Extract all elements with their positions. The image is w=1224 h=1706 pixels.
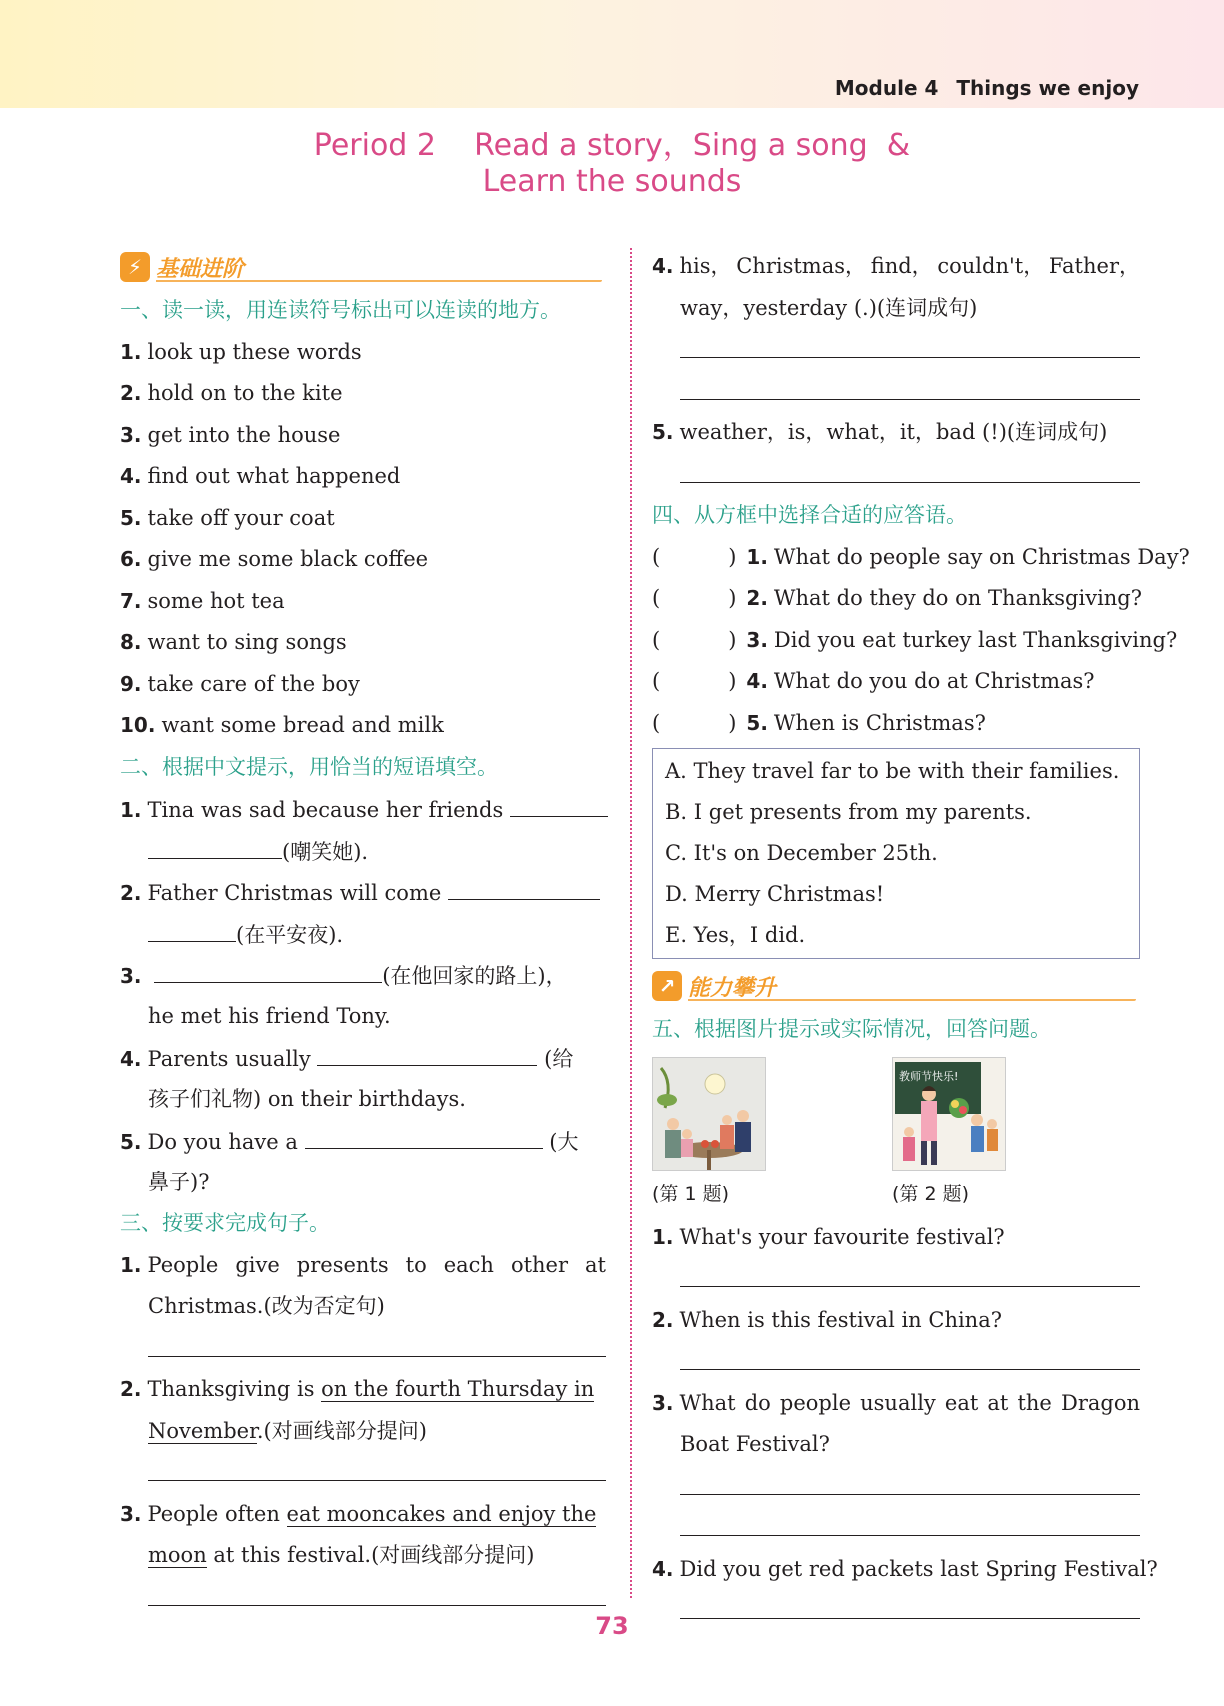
list-item xyxy=(120,664,606,706)
word: presents xyxy=(296,1252,389,1277)
s3-q4-line2: way，yesterday (.)(连词成句) xyxy=(680,295,978,320)
s2-q2-line1: 2. Father Christmas will come xyxy=(120,871,606,913)
item-phrase: take off your coat xyxy=(147,505,335,530)
answer-line[interactable] xyxy=(652,1341,1140,1383)
question-number: 1. xyxy=(746,544,768,569)
page-number: 73 xyxy=(595,1612,629,1640)
s3-q1-line1: 1. People give presents to each other at xyxy=(120,1245,606,1287)
paren-open: ( xyxy=(652,586,661,610)
module-title: Things we enjoy xyxy=(956,76,1139,100)
s3-q5-line1: 5. weather，is，what，it，bad (!)(连词成句) xyxy=(652,420,1108,444)
option-item: B. I get presents from my parents. xyxy=(665,800,1032,824)
answer-line[interactable] xyxy=(652,329,1140,371)
option-item: D. Merry Christmas! xyxy=(665,882,885,906)
list-item xyxy=(120,539,606,581)
section5-heading: 五、根据图片提示或实际情况，回答问题。 xyxy=(652,1017,1051,1041)
item-phrase: get into the house xyxy=(147,422,341,447)
question-text: Did you eat turkey last Thanksgiving? xyxy=(773,627,1178,652)
paren-close: ) xyxy=(728,627,737,652)
s2-q3-line1: 3. (在他回家的路上)， xyxy=(120,954,606,996)
s3-q4-line1: 4. his， Christmas， find， couldn't， Father， xyxy=(652,246,1140,288)
s2-q4-line2: 孩子们礼物) on their birthdays. xyxy=(148,1086,466,1111)
answer-line[interactable] xyxy=(652,454,1140,496)
paren-close: ) xyxy=(728,669,737,693)
answer-blank[interactable] xyxy=(510,788,608,817)
s2-q5-line2: 鼻子)? xyxy=(148,1169,210,1194)
banner-label: 基础进阶 xyxy=(156,257,245,282)
word: usually xyxy=(860,1390,936,1415)
item-number: 3. xyxy=(120,422,142,447)
s5-q4: 4. Did you get red packets last Spring Festival? xyxy=(652,1556,1158,1581)
answer-blank[interactable] xyxy=(148,913,236,942)
question-text: When is Christmas? xyxy=(773,710,986,735)
item-number: 5. xyxy=(120,505,142,530)
word: Father， xyxy=(1048,254,1140,278)
word: eat xyxy=(944,1390,979,1415)
question-text: What do people say on Christmas Day? xyxy=(773,544,1190,569)
s3-q1-words xyxy=(148,1245,606,1287)
question-number: 4. xyxy=(746,669,768,693)
s5-q2: 2. When is this festival in China? xyxy=(652,1307,1002,1332)
answer-line[interactable] xyxy=(652,1258,1140,1300)
s2-q5-line1: 5. Do you have a (大 xyxy=(120,1120,606,1162)
page-title-line1: Period 2 Read a story，Sing a song & xyxy=(313,128,911,163)
question-text: What do you do at Christmas? xyxy=(773,669,1095,693)
word: other xyxy=(510,1252,569,1277)
blackboard-text: 教师节快乐! xyxy=(899,1069,959,1083)
question-text: What do they do on Thanksgiving? xyxy=(773,586,1143,610)
answer-blank[interactable] xyxy=(317,1037,537,1066)
lightning-icon: ⚡ xyxy=(120,252,150,282)
list-item xyxy=(120,456,606,498)
word: at xyxy=(585,1252,606,1277)
item-phrase: hold on to the kite xyxy=(147,381,343,405)
answer-blank[interactable] xyxy=(148,830,282,859)
picture-2-caption: (第 2 题) xyxy=(892,1182,969,1205)
word: people xyxy=(779,1390,852,1415)
paren-close: ) xyxy=(728,710,737,735)
word: each xyxy=(443,1252,494,1277)
question-number: 2. xyxy=(746,586,768,610)
item-phrase: give me some black coffee xyxy=(147,547,429,571)
word: to xyxy=(405,1252,427,1277)
option-item: C. It's on December 25th. xyxy=(665,841,938,865)
s3-q4-words xyxy=(680,246,1140,288)
left-column xyxy=(120,246,606,1618)
picture-1-caption: (第 1 题) xyxy=(652,1182,729,1205)
banner-underline xyxy=(156,280,602,282)
option-item: A. They travel far to be with their families. xyxy=(665,759,1120,783)
page-title-line2: Learn the sounds xyxy=(482,164,742,199)
s2-q2-line2: (在平安夜). xyxy=(120,913,606,955)
list-item xyxy=(120,332,606,374)
item-number: 2. xyxy=(120,381,142,405)
section1-heading: 一、读一读，用连读符号标出可以连读的地方。 xyxy=(120,298,561,322)
section2-heading: 二、根据中文提示，用恰当的短语填空。 xyxy=(120,754,498,779)
list-item xyxy=(120,622,606,664)
s2-q4-line1: 4. Parents usually (给 xyxy=(120,1037,606,1079)
s3-q2-line1: 2. Thanksgiving is on the fourth Thursday in xyxy=(120,1377,595,1401)
item-phrase: find out what happened xyxy=(147,464,401,488)
list-item xyxy=(120,373,606,415)
picture-2 xyxy=(892,1057,1006,1171)
item-phrase: want to sing songs xyxy=(147,630,347,654)
teachers-day-illustration xyxy=(893,1058,1005,1170)
answer-line[interactable] xyxy=(120,1452,606,1494)
paren-open: ( xyxy=(652,627,661,652)
list-item xyxy=(120,498,606,540)
banner-underline xyxy=(688,999,1136,1001)
picture-row xyxy=(652,1057,1140,1217)
s5-q3-words xyxy=(680,1383,1140,1425)
question-number: 5. xyxy=(746,710,768,735)
s3-q1-line2: Christmas.(改为否定句) xyxy=(148,1294,385,1318)
answer-line[interactable] xyxy=(120,1328,606,1370)
paren-close: ) xyxy=(728,544,737,569)
answer-line[interactable] xyxy=(652,1466,1140,1508)
section3-heading: 三、按要求完成句子。 xyxy=(120,1211,330,1235)
options-box xyxy=(652,748,1140,959)
question-row xyxy=(652,578,1143,620)
word: People xyxy=(147,1252,219,1277)
paren-close: ) xyxy=(728,586,737,610)
word: What xyxy=(679,1390,736,1415)
section4-questions xyxy=(652,537,1190,745)
item-number: 4. xyxy=(120,464,142,488)
item-number: 10. xyxy=(120,713,156,737)
item-phrase: want some bread and milk xyxy=(161,713,444,737)
paren-open: ( xyxy=(652,710,661,735)
answer-blank[interactable] xyxy=(448,871,600,900)
banner-advanced xyxy=(652,965,1140,1009)
word: do xyxy=(744,1390,771,1415)
word: at xyxy=(987,1390,1009,1415)
word: Dragon xyxy=(1060,1390,1140,1415)
option-item: E. Yes，I did. xyxy=(665,923,806,947)
answer-line[interactable] xyxy=(652,1507,1140,1549)
climb-icon: ↗ xyxy=(652,971,682,1001)
question-row xyxy=(652,537,1190,579)
section4-heading: 四、从方框中选择合适的应答语。 xyxy=(652,503,967,527)
item-number: 1. xyxy=(120,339,142,364)
word: find， xyxy=(870,254,933,278)
item-number: 6. xyxy=(120,547,142,571)
s5-q3-line1: 3. What do people usually eat at the Dragon xyxy=(652,1383,1140,1425)
answer-blank[interactable] xyxy=(154,954,382,983)
question-row xyxy=(652,661,1140,703)
question-row xyxy=(652,703,1140,745)
item-number: 7. xyxy=(120,588,142,613)
word: couldn't， xyxy=(937,254,1045,278)
list-item xyxy=(120,415,606,457)
mid-autumn-family-illustration xyxy=(653,1058,765,1170)
item-phrase: take care of the boy xyxy=(147,671,360,696)
item-number: 8. xyxy=(120,630,142,654)
word: give xyxy=(235,1252,280,1277)
paren-open: ( xyxy=(652,669,661,693)
answer-line[interactable] xyxy=(652,371,1140,413)
module-header xyxy=(835,76,1139,100)
picture-1 xyxy=(652,1057,766,1171)
answer-blank[interactable] xyxy=(305,1120,543,1149)
item-phrase: look up these words xyxy=(147,339,362,364)
list-item xyxy=(120,705,606,747)
paren-open: ( xyxy=(652,544,661,569)
word: his， xyxy=(679,254,732,278)
item-phrase: some hot tea xyxy=(147,588,285,613)
s3-q2-line2: November.(对画线部分提问) xyxy=(148,1418,427,1443)
word: Christmas， xyxy=(736,254,867,278)
item-number: 9. xyxy=(120,671,142,696)
word: the xyxy=(1017,1390,1052,1415)
s5-q3-line2: Boat Festival? xyxy=(680,1432,830,1456)
s5-q1: 1. What's your favourite festival? xyxy=(652,1224,1005,1249)
question-row xyxy=(652,620,1178,662)
s2-q1-line2: (嘲笑她). xyxy=(120,830,606,872)
section1-list xyxy=(120,332,606,747)
right-column xyxy=(652,246,1190,1632)
banner-label: 能力攀升 xyxy=(688,976,777,1001)
s3-q3-line1: 3. People often eat mooncakes and enjoy the xyxy=(120,1501,597,1526)
column-divider xyxy=(630,248,632,1598)
s3-q3-line2: moon at this festival.(对画线部分提问) xyxy=(148,1543,535,1567)
banner-basic xyxy=(120,246,606,290)
module-number: Module 4 xyxy=(834,76,939,100)
s2-q3-line2: he met his friend Tony. xyxy=(148,1003,391,1028)
question-number: 3. xyxy=(746,627,768,652)
list-item xyxy=(120,581,606,623)
s2-q1-line1: 1. Tina was sad because her friends xyxy=(120,788,606,830)
